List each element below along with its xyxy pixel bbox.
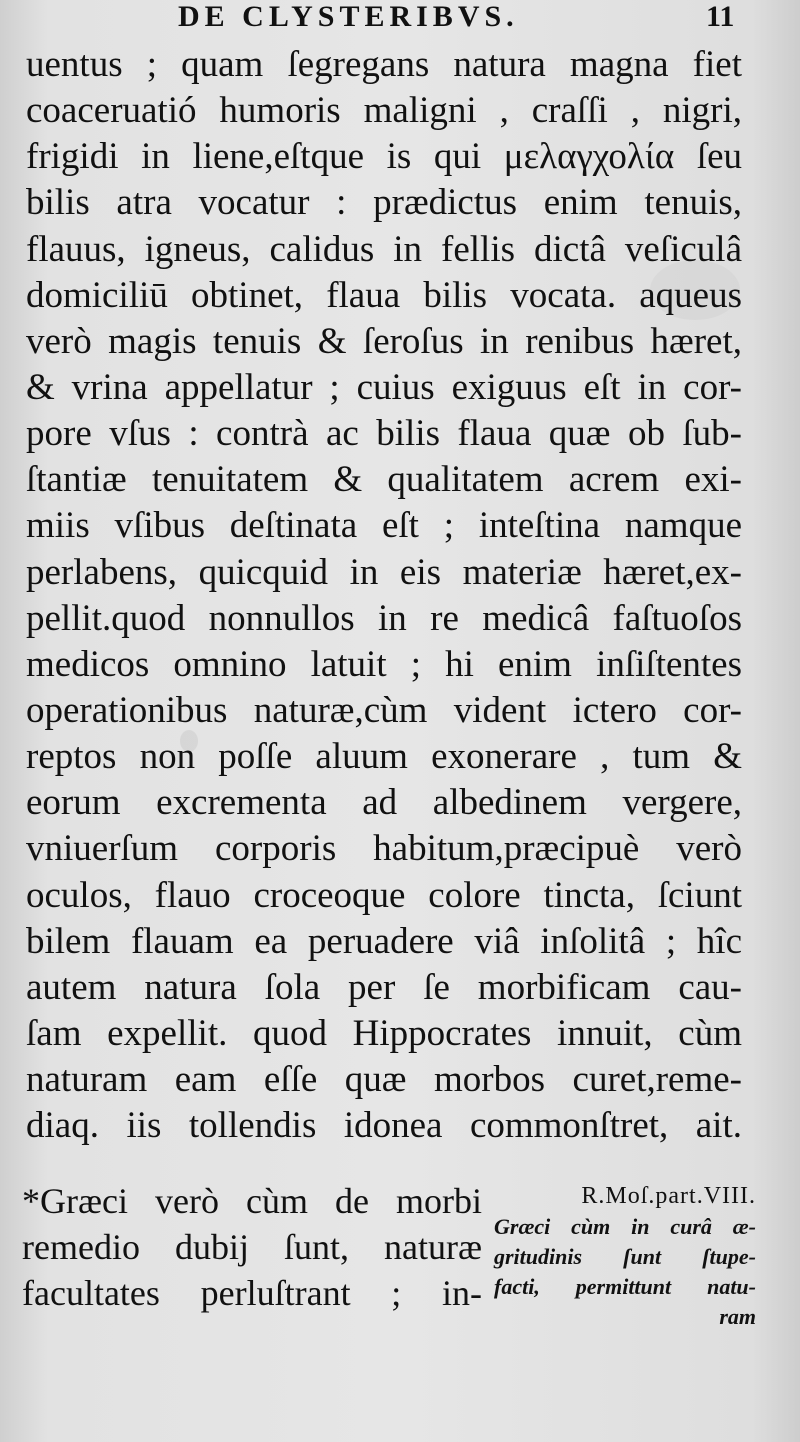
text-line: diaq. iis tollendis idonea commonſtret, ait. bbox=[26, 1105, 742, 1147]
text-line: vniuerſum corporis habitum,præcipuè verò bbox=[26, 828, 742, 870]
text-line: bilis atra vocatur : prædictus enim tenuis, bbox=[26, 182, 742, 224]
text-line: pellit.quod nonnullos in re medicâ faſtuoſos bbox=[26, 597, 742, 639]
text-line: naturam eam eſſe quæ morbos curet,reme- bbox=[26, 1059, 742, 1101]
text-line: miis vſibus deſtinata eſt ; inteſtina namque bbox=[26, 505, 742, 547]
text-line: reptos non poſſe aluum exonerare , tum & bbox=[26, 736, 742, 778]
marginal-note-line: facti, permittunt natu- bbox=[494, 1274, 756, 1299]
marginal-note-line: Græci cùm in curâ æ- bbox=[494, 1214, 756, 1239]
text-line: operationibus naturæ,cùm vident ictero cor- bbox=[26, 689, 742, 731]
running-head bbox=[0, 0, 800, 40]
text-line: flauus, igneus, calidus in fellis dictâ veſiculâ bbox=[26, 228, 742, 270]
text-line: facultates perluſtrant ; in- bbox=[22, 1273, 482, 1313]
text-line: pore vſus : contrà ac bilis flaua quæ ob ſub- bbox=[26, 413, 742, 455]
text-line: ſtantiæ tenuitatem & qualitatem acrem exi- bbox=[26, 459, 742, 501]
text-line: coaceruatió humoris maligni , craſſi , nigri, bbox=[26, 90, 742, 132]
text-line: verò magis tenuis & ſeroſus in renibus hæret, bbox=[26, 320, 742, 362]
marginal-note-line: ram bbox=[719, 1304, 756, 1329]
text-line: autem natura ſola per ſe morbificam cau- bbox=[26, 966, 742, 1008]
text-line: & vrina appellatur ; cuius exiguus eſt in cor- bbox=[26, 366, 742, 408]
text-line: remedio dubij ſunt, naturæ bbox=[22, 1227, 482, 1267]
marginal-note bbox=[494, 1180, 756, 1332]
text-line: bilem flauam ea peruadere viâ inſolitâ ; hîc bbox=[26, 920, 742, 962]
text-line: perlabens, quicquid in eis materiæ hæret,ex- bbox=[26, 551, 742, 593]
lower-text-block bbox=[22, 1178, 482, 1316]
text-line: domiciliū obtinet, flaua bilis vocata. aqueus bbox=[26, 274, 742, 316]
page-number: 11 bbox=[706, 0, 735, 33]
running-head-title: DE CLYSTERIBVS. bbox=[178, 0, 519, 33]
marginal-note-line: gritudinis ſunt ſtupe- bbox=[494, 1244, 756, 1269]
text-line: frigidi in liene,eſtque is qui μελαγχολία ſeu bbox=[26, 136, 742, 178]
text-line: medicos omnino latuit ; hi enim inſiſtentes bbox=[26, 643, 742, 685]
text-line: ſam expellit. quod Hippocrates innuit, cùm bbox=[26, 1012, 742, 1054]
text-line: eorum excrementa ad albedinem vergere, bbox=[26, 782, 742, 824]
text-line: *Græci verò cùm de morbi bbox=[22, 1181, 482, 1221]
text-line: oculos, flauo croceoque colore tincta, ſciunt bbox=[26, 874, 742, 916]
marginal-note-reference: R.Moſ.part.VIII. bbox=[581, 1183, 756, 1209]
body-text bbox=[26, 42, 742, 1149]
text-line: uentus ; quam ſegregans natura magna fiet bbox=[26, 44, 742, 85]
